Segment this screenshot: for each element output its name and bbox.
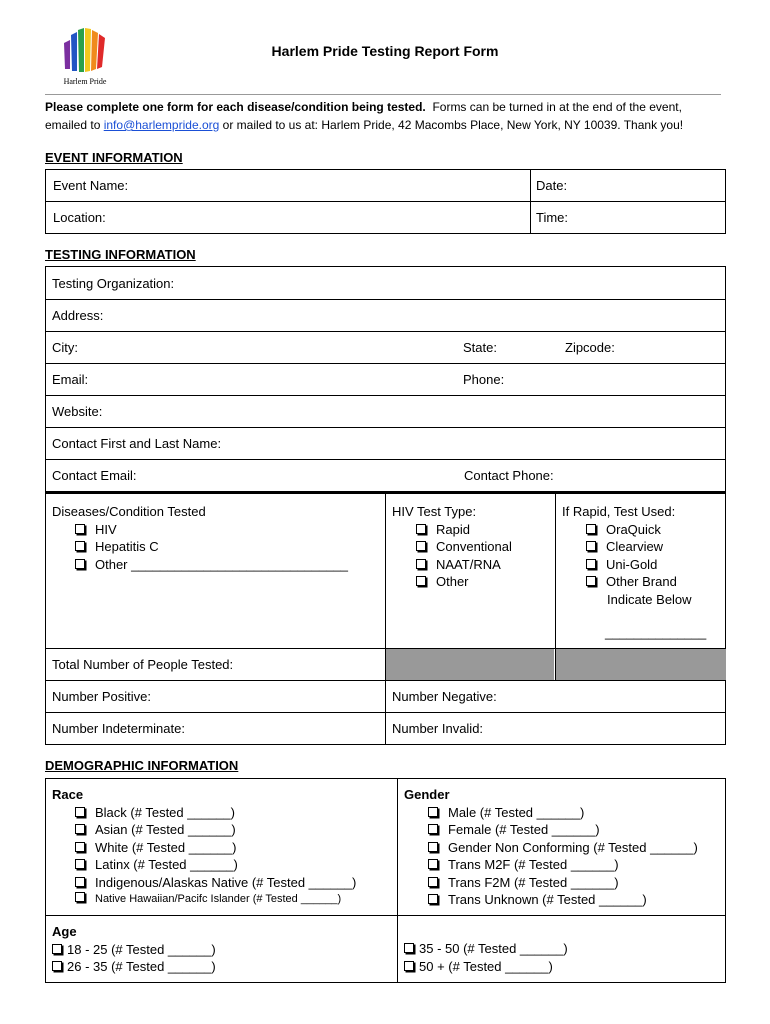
hiv-test-type-group	[392, 503, 512, 591]
gender-female[interactable]: Female (# Tested ______)	[404, 821, 698, 839]
age-label: Age	[52, 924, 77, 939]
option-uni-gold[interactable]: Uni-Gold	[562, 556, 706, 574]
option-hepatitis-c[interactable]: Hepatitis C	[52, 538, 348, 556]
rapid-test-group	[562, 503, 706, 642]
zipcode-field[interactable]: Zipcode:	[565, 340, 615, 355]
checkbox-icon[interactable]	[75, 842, 85, 852]
state-field[interactable]: State:	[463, 340, 497, 355]
age-26-35[interactable]: 26 - 35 (# Tested ______)	[52, 958, 216, 976]
total-tested-field[interactable]: Total Number of People Tested:	[52, 657, 234, 672]
event-name-field[interactable]: Event Name:	[53, 178, 129, 193]
race-group	[52, 786, 356, 909]
checkbox-icon[interactable]	[52, 961, 62, 971]
checkbox-icon[interactable]	[428, 807, 438, 817]
address-field[interactable]: Address:	[52, 308, 104, 323]
contact-name-field[interactable]: Contact First and Last Name:	[52, 436, 222, 451]
phone-field[interactable]: Phone:	[463, 372, 505, 387]
checkbox-icon[interactable]	[416, 541, 426, 551]
gender-trans-m2f[interactable]: Trans M2F (# Tested ______)	[404, 856, 698, 874]
instructions-text1: Forms can be turned in at the end of the event,	[432, 100, 682, 114]
greyed-cell	[556, 649, 726, 680]
option-other-brand[interactable]: Other Brand	[562, 573, 706, 591]
checkbox-icon[interactable]	[428, 877, 438, 887]
diseases-label: Diseases/Condition Tested	[52, 504, 206, 519]
demographic-info-heading: DEMOGRAPHIC INFORMATION	[45, 758, 239, 773]
age-group	[52, 923, 216, 976]
event-info-table	[45, 169, 726, 234]
checkbox-icon[interactable]	[586, 559, 596, 569]
checkbox-icon[interactable]	[428, 824, 438, 834]
option-oraquick[interactable]: OraQuick	[562, 521, 706, 539]
age-group-right	[404, 940, 568, 975]
number-positive-field[interactable]: Number Positive:	[52, 689, 151, 704]
number-invalid-field[interactable]: Number Invalid:	[392, 721, 484, 736]
option-naat-rna[interactable]: NAAT/RNA	[392, 556, 512, 574]
race-indigenous[interactable]: Indigenous/Alaskas Native (# Tested ______)	[52, 874, 356, 892]
checkbox-icon[interactable]	[428, 894, 438, 904]
race-native-hawaiian[interactable]: Native Hawaiian/Pacifc Islander (# Tested ______)	[52, 891, 356, 909]
city-field[interactable]: City:	[52, 340, 78, 355]
checkbox-icon[interactable]	[75, 559, 85, 569]
checkbox-icon[interactable]	[586, 541, 596, 551]
indicate-below-label: Indicate Below	[607, 591, 692, 607]
race-label: Race	[52, 787, 84, 802]
checkbox-icon[interactable]	[428, 859, 438, 869]
checkbox-icon[interactable]	[586, 576, 596, 586]
testing-info-table	[45, 266, 726, 745]
logo-text: Harlem Pride	[63, 77, 107, 86]
number-negative-field[interactable]: Number Negative:	[392, 689, 497, 704]
race-white[interactable]: White (# Tested ______)	[52, 839, 356, 857]
option-rapid[interactable]: Rapid	[392, 521, 512, 539]
contact-email-field[interactable]: Contact Email:	[52, 468, 137, 483]
checkbox-icon[interactable]	[416, 559, 426, 569]
gender-trans-f2m[interactable]: Trans F2M (# Tested ______)	[404, 874, 698, 892]
checkbox-icon[interactable]	[75, 807, 85, 817]
contact-phone-field[interactable]: Contact Phone:	[464, 468, 554, 483]
time-field[interactable]: Time:	[536, 210, 569, 225]
checkbox-icon[interactable]	[75, 877, 85, 887]
checkbox-icon[interactable]	[404, 943, 414, 953]
testing-org-field[interactable]: Testing Organization:	[52, 276, 175, 291]
gender-label: Gender	[404, 787, 450, 802]
checkbox-icon[interactable]	[586, 524, 596, 534]
email-field[interactable]: Email:	[52, 372, 89, 387]
hiv-test-type-label: HIV Test Type:	[392, 504, 477, 519]
race-asian[interactable]: Asian (# Tested ______)	[52, 821, 356, 839]
instructions	[45, 98, 735, 134]
gender-group	[404, 786, 698, 909]
divider	[45, 94, 721, 95]
age-35-50[interactable]: 35 - 50 (# Tested ______)	[404, 940, 568, 958]
option-conventional[interactable]: Conventional	[392, 538, 512, 556]
gender-non-conforming[interactable]: Gender Non Conforming (# Tested ______)	[404, 839, 698, 857]
instructions-bold: Please complete one form for each disease/condition being tested.	[45, 100, 426, 114]
checkbox-icon[interactable]	[428, 842, 438, 852]
demographic-table	[45, 778, 726, 983]
checkbox-icon[interactable]	[75, 892, 85, 902]
checkbox-icon[interactable]	[75, 859, 85, 869]
number-indeterminate-field[interactable]: Number Indeterminate:	[52, 721, 185, 736]
gender-male[interactable]: Male (# Tested ______)	[404, 804, 698, 822]
checkbox-icon[interactable]	[404, 961, 414, 971]
diseases-group	[52, 503, 348, 573]
checkbox-icon[interactable]	[416, 524, 426, 534]
location-field[interactable]: Location:	[53, 210, 106, 225]
option-clearview[interactable]: Clearview	[562, 538, 706, 556]
greyed-cell	[386, 649, 554, 680]
email-link[interactable]: info@harlempride.org	[103, 118, 220, 132]
instructions-text2: emailed to	[45, 118, 101, 132]
testing-info-heading: TESTING INFORMATION	[45, 247, 196, 262]
option-other-disease[interactable]: Other ______________________________	[52, 556, 348, 574]
checkbox-icon[interactable]	[416, 576, 426, 586]
checkbox-icon[interactable]	[52, 944, 62, 954]
option-other-type[interactable]: Other	[392, 573, 512, 591]
option-hiv[interactable]: HIV	[52, 521, 348, 539]
gender-trans-unknown[interactable]: Trans Unknown (# Tested ______)	[404, 891, 698, 909]
age-18-25[interactable]: 18 - 25 (# Tested ______)	[52, 941, 216, 959]
page-title: Harlem Pride Testing Report Form	[271, 43, 499, 59]
instructions-text3: or mailed to us at: Harlem Pride, 42 Macombs Place, New York, NY 10039. Thank you!	[222, 118, 684, 132]
checkbox-icon[interactable]	[75, 541, 85, 551]
date-field[interactable]: Date:	[536, 178, 568, 193]
race-latinx[interactable]: Latinx (# Tested ______)	[52, 856, 356, 874]
rapid-test-label: If Rapid, Test Used:	[562, 504, 676, 519]
checkbox-icon[interactable]	[75, 524, 85, 534]
website-field[interactable]: Website:	[52, 404, 103, 419]
race-black[interactable]: Black (# Tested ______)	[52, 804, 356, 822]
rapid-brand-line[interactable]: ______________	[605, 625, 707, 640]
age-50-plus[interactable]: 50 + (# Tested ______)	[404, 958, 568, 976]
event-info-heading: EVENT INFORMATION	[45, 150, 183, 165]
checkbox-icon[interactable]	[75, 824, 85, 834]
